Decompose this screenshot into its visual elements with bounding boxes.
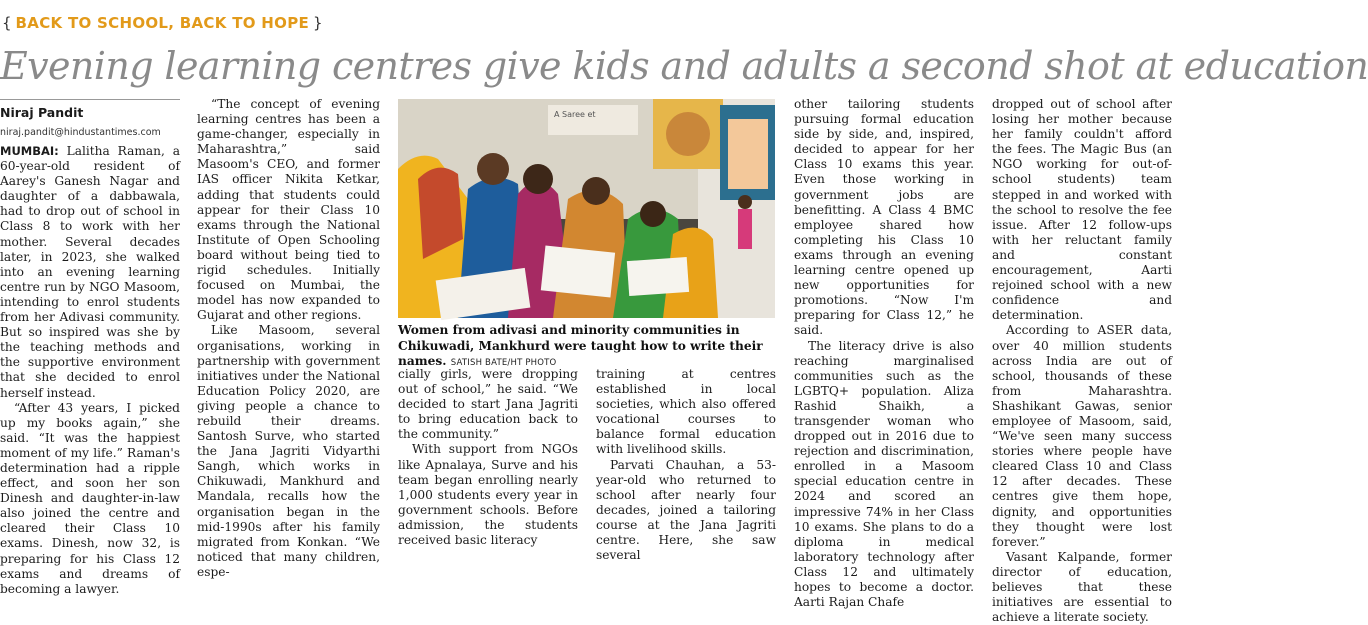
article-paragraph: Vasant Kalpande, former director of education, believes that these initiatives are essential to achieve a literate society. <box>992 549 1172 625</box>
article-column-4 <box>596 367 776 563</box>
headline: Evening learning centres give kids and adults a second shot at education <box>0 44 1368 88</box>
article-paragraph: training at centres established in local societies, which also offered vocational courses to balance formal education with livelihood skills. <box>596 367 776 457</box>
section-kicker <box>2 12 323 34</box>
photo-credit: SATISH BATE/HT PHOTO <box>450 358 557 368</box>
caption-text: Women from adivasi and minority communities in Chikuwadi, Mankhurd were taught how to write their names. <box>398 323 763 368</box>
wall-sign-text: A Saree et <box>554 110 596 119</box>
article-paragraph: With support from NGOs like Apnalaya, Surve and his team began enrolling nearly 1,000 students every year in government schools. Before admission, the students received basic literacy <box>398 442 578 548</box>
article-paragraph: Parvati Chauhan, a 53-year-old who returned to school after nearly four decades, joined a tailoring course at the Jana Jagriti centre. Here, she saw several <box>596 457 776 563</box>
classroom-photo-illustration <box>398 99 775 318</box>
dateline: MUMBAI: <box>0 144 59 158</box>
article-paragraph: dropped out of school after losing her mother because her family couldn't afford the fees. The Magic Bus (an NGO working for out-of-school students) team stepped in and worked with the school to resolve the fee issue. After 12 follow-ups with her reluctant family and constant encouragement, Aarti rejoined school with a new confidence and determination. <box>992 97 1172 323</box>
kicker-close-brace: } <box>313 14 323 32</box>
article-paragraph: The literacy drive is also reaching marginalised communities such as the LGBTQ+ population. Aliza Rashid Shaikh, a transgender woman who dropped out in 2016 due to rejection and discrimination, enrolled in a Masoom special education centre in 2024 and scored an impressive 74% in her Class 10 exams. She plans to do a diploma in medical laboratory technology after Class 12 and ultimately hopes to become a doctor. Aarti Rajan Chafe <box>794 338 974 610</box>
article-paragraph: other tailoring students pursuing formal education side by side, and, inspired, decided to appear for her Class 10 exams this year. Even those working in government jobs are benefitting. A Class 4 BMC employee shared how completing his Class 10 exams through an evening learning centre opened up new opportunities for promotions. “Now I'm preparing for Class 12,” he said. <box>794 97 974 338</box>
kicker-text: BACK TO SCHOOL, BACK TO HOPE <box>15 14 310 32</box>
article-paragraph: According to ASER data, over 40 million students across India are out of school, thousands of these from Maharashtra. Shashikant Gawas, senior employee of Masoom, said, “We've seen many success stories where people have cleared Class 10 and Class 12 after decades. These centres give them hope, dignity, and opportunities they thought were lost forever.” <box>992 323 1172 549</box>
article-column-6 <box>992 97 1172 625</box>
article-paragraph: Like Masoom, several organisations, working in partnership with government initiatives under the National Education Policy 2020, are giving people a chance to rebuild their dreams. Santosh Surve, who started the Jana Jagriti Vidyarthi Sangh, which works in Chikuwadi, Mankhurd and Mandala, recalls how the organisation began in the mid-1990s after his family migrated from Konkan. “We noticed that many children, espe- <box>197 323 380 579</box>
article-photo <box>398 99 775 318</box>
paragraph-text: Lalitha Raman, a 60-year-old resident of Aarey's Ganesh Nagar and daughter of a dabbawala, had to drop out of school in Class 8 to work with her mother. Several decades later, in 2023, she walked into an evening learning centre run by NGO Masoom, intending to enrol students from her Adivasi community. But so inspired was she by the teaching methods and the supportive environment that she decided to enrol herself instead. <box>0 144 180 400</box>
article-paragraph: cially girls, were dropping out of school,” he said. “We decided to start Jana Jagriti to bring education back to the community.” <box>398 367 578 442</box>
article-column-2 <box>197 97 380 580</box>
article-paragraph <box>0 144 180 401</box>
article-column-3 <box>398 367 578 548</box>
article-paragraph: “After 43 years, I picked up my books again,” she said. “It was the happiest moment of my life.” Raman's determination had a ripple effect, and soon her son Dinesh and daughter-in-law also joined the centre and cleared their Class 10 exams. Dinesh, now 32, is preparing for his Class 12 exams and dreams of becoming a lawyer. <box>0 400 180 596</box>
photo-caption <box>398 323 778 372</box>
article-paragraph: “The concept of evening learning centres has been a game-changer, especially in Maharashtra,” said Masoom's CEO, and former IAS officer Nikita Ketkar, adding that students could appear for their Class 10 exams through the National Institute of Open Schooling board without being tied to rigid schedules. Initially focused on Mumbai, the model has now expanded to Gujarat and other regions. <box>197 97 380 323</box>
article-column-5 <box>794 97 974 610</box>
byline-author: Niraj Pandit <box>0 99 180 121</box>
kicker-open-brace: { <box>2 14 12 32</box>
byline-email: niraj.pandit@hindustantimes.com <box>0 127 161 138</box>
article-column-1 <box>0 99 180 597</box>
